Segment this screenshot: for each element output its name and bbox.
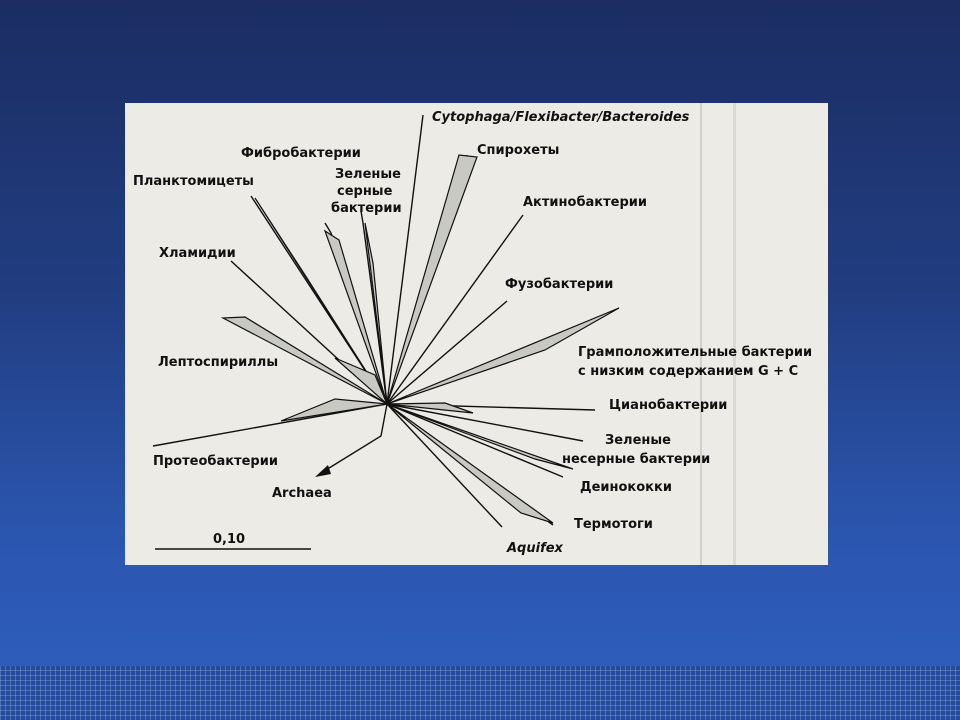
label-cytophaga: Cytophaga/Flexibacter/Bacteroides [432,110,690,125]
label-actinobacteria: Актинобактерии [523,195,647,210]
label-spirochetes: Спирохеты [477,143,560,158]
label-archaea: Archaea [272,486,332,501]
page-fold-line [700,103,702,565]
label-gram-positive-2: с низким содержанием G + C [578,364,799,379]
page-margin-line [733,103,736,565]
label-green-nonsulfur-1: Зеленые [605,433,671,448]
label-thermotogae: Термотоги [574,517,653,532]
label-leptospirillae: Лептоспириллы [158,355,279,370]
label-chlamydiae: Хламидии [159,246,236,261]
label-green-sulfur-1: Зеленые [335,167,401,182]
label-green-nonsulfur-2: несерные бактерии [562,452,711,467]
branch-deinococci [387,404,563,477]
wedge-deinococci [387,404,573,469]
wedge-proteobacteria-inner [281,399,387,421]
label-aquifex: Aquifex [507,541,563,556]
wedge-spirochetes [387,155,477,404]
label-gram-positive-1: Грамположительные бактерии [578,345,813,360]
label-fibrobacteria: Фибробактерии [241,146,361,161]
label-green-sulfur-3: бактерии [331,201,402,216]
slide-footer-pattern [0,666,960,720]
wedge-thermotogae [387,404,553,523]
label-fusobacteria: Фузобактерии [505,277,614,292]
label-deinococci: Деинококки [580,480,672,495]
branch-proteobacteria [153,404,387,446]
archaea-arrowhead [315,465,331,477]
label-proteobacteria: Протеобактерии [153,454,278,469]
label-planctomycetes: Планктомицеты [133,174,254,189]
label-cyanobacteria: Цианобактерии [609,398,728,413]
phylogenetic-tree-figure [125,103,828,565]
label-green-sulfur-2: серные [337,184,393,199]
scale-bar-label: 0,10 [213,532,246,547]
phylogenetic-tree-svg [125,103,828,565]
